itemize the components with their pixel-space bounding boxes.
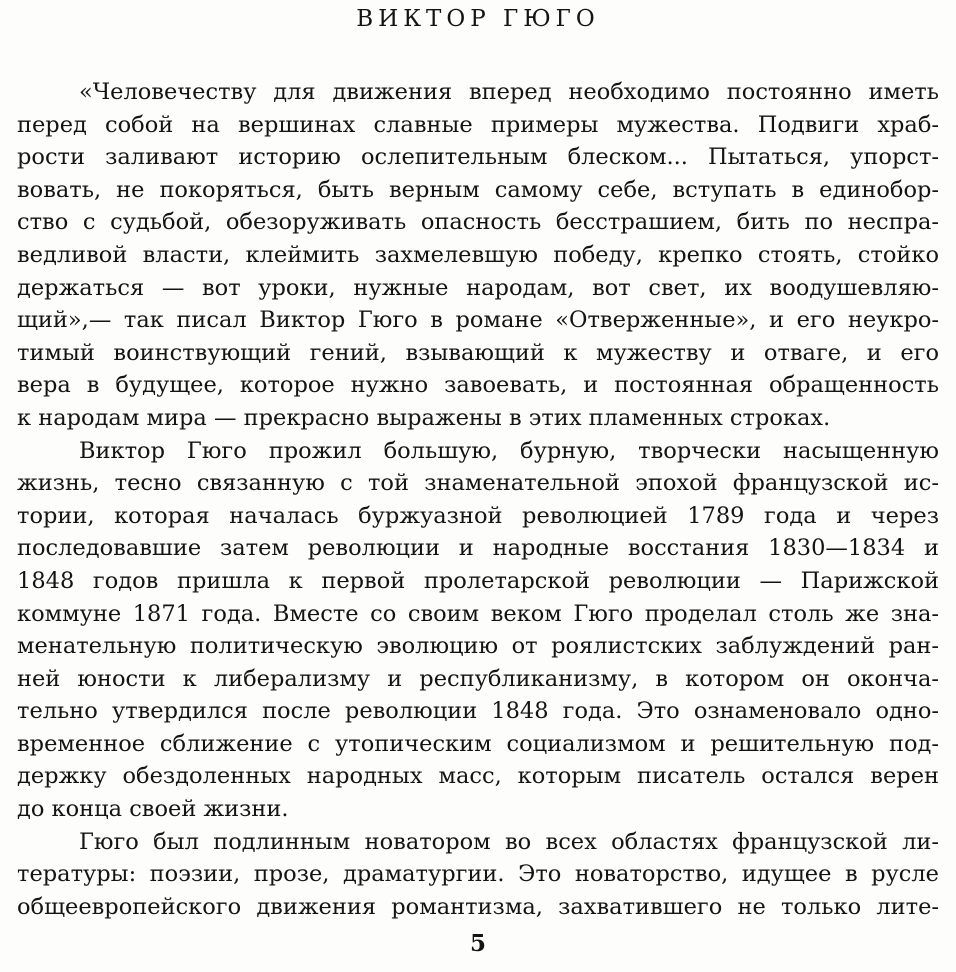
text-line: вера в будущее, которое нужно завоевать, и постоянная обращенность (17, 372, 939, 399)
text-line: «Человечеству для движения вперед необходимо постоянно иметь (79, 79, 939, 105)
text-line: последовавшие затем революции и народные восстания 1830—1834 и (17, 535, 939, 562)
text-line: жизнь, тесно связанную с той знаменательной эпохой французской ис- (17, 470, 939, 497)
page-heading: ВИКТОР ГЮГО (356, 6, 600, 32)
text-line: тературы: поэзии, прозе, драматургии. Это новаторство, идущее в русле (17, 861, 939, 888)
text-line: до конца своей жизни. (17, 796, 289, 823)
text-line: держку обездоленных народных масс, которым писатель остался верен (17, 763, 939, 790)
text-line: перед собой на вершинах славные примеры мужества. Подвиги храб- (17, 111, 939, 138)
text-line: временное сближение с утопическим социализмом и решительную под- (17, 730, 939, 757)
text-line: ство с судьбой, обезоруживать опасность бесстрашием, бить по неспра- (17, 209, 939, 236)
text-line: коммуне 1871 года. Вместе со своим веком Гюго проделал столь же зна- (17, 600, 939, 627)
text-line: ней юности к либерализму и республиканизму, в котором он оконча- (17, 665, 939, 692)
text-line: тории, которая началась буржуазной революцией 1789 года и через (17, 502, 939, 529)
text-line: щий»,— так писал Виктор Гюго в романе «Отверженные», и его неукро- (17, 307, 939, 334)
body-text (17, 76, 939, 923)
text-line: общеевропейского движения романтизма, захватившего не только лите- (17, 893, 939, 920)
page-number: 5 (469, 930, 486, 957)
text-line: держаться — вот уроки, нужные народам, вот свет, их воодушевляю- (17, 274, 939, 301)
text-line: тимый воинствующий гений, взывающий к мужеству и отваге, и его (17, 339, 939, 366)
text-line: вовать, не покоряться, быть верным самому себе, вступать в единобор- (17, 176, 939, 203)
text-line: ведливой власти, клеймить захмелевшую победу, крепко стоять, стойко (17, 241, 939, 268)
text-line: к народам мира — прекрасно выражены в этих пламенных строках. (17, 404, 831, 431)
text-line: 1848 годов пришла к первой пролетарской революции — Парижской (17, 567, 939, 594)
text-line: менательную политическую эволюцию от роялистских заблуждений ран- (17, 633, 939, 660)
text-line: Гюго был подлинным новатором во всех областях французской ли- (79, 828, 939, 855)
text-line: тельно утвердился после революции 1848 года. Это ознаменовало одно- (17, 698, 939, 725)
text-line: Виктор Гюго прожил большую, бурную, творчески насыщенную (79, 437, 939, 464)
text-line: рости заливают историю ослепительным блеском... Пытаться, упорст- (17, 144, 939, 171)
